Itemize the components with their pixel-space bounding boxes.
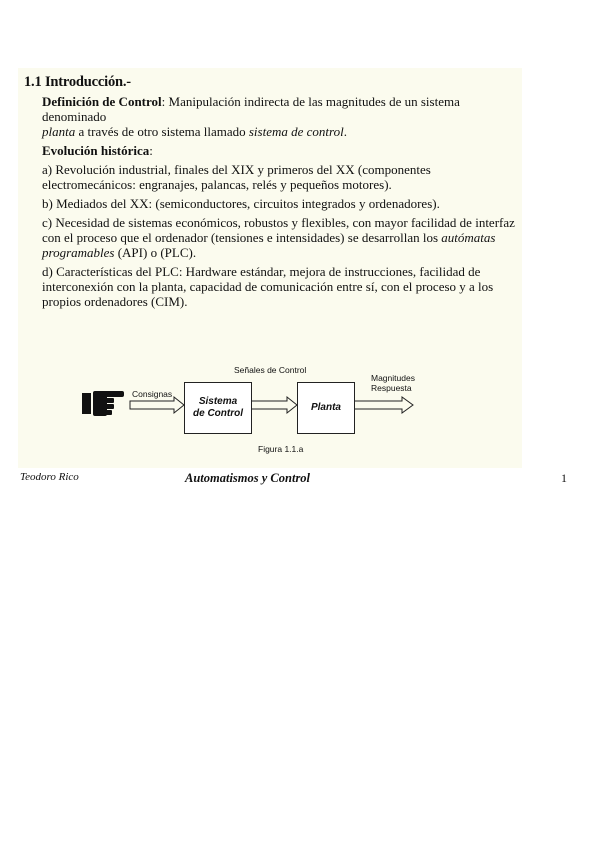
history-item-a: a) Revolución industrial, finales del XIX y primeros del XX (componentes electromecánicos: engranajes, palancas, relés y pequeños motores). bbox=[42, 162, 431, 192]
footer-title: Automatismos y Control bbox=[185, 471, 311, 485]
definition-text-1: : Manipulación indirecta de las magnitudes de un sistema denominado bbox=[42, 94, 460, 124]
plant-box-label: Planta bbox=[310, 402, 341, 413]
input-arrow bbox=[130, 397, 184, 413]
definition-paragraph bbox=[42, 94, 520, 139]
definition-text-3: . bbox=[343, 124, 347, 139]
control-box-line-1: Sistema bbox=[198, 396, 238, 407]
history-heading-line bbox=[42, 143, 520, 158]
definition-text-2: a través de otro sistema llamado bbox=[75, 124, 249, 139]
history-heading: Evolución histórica bbox=[42, 143, 150, 158]
page-footer bbox=[0, 471, 600, 487]
input-label: Consignas bbox=[132, 389, 173, 399]
history-item-d: d) Características del PLC: Hardware estándar, mejora de instrucciones, facilidad de interconexión con la planta, capacidad de comunicación entre sí, con el proceso y a los propios ordenadores (CIM). bbox=[42, 264, 494, 309]
term-sistema-control: sistema de control bbox=[248, 124, 344, 139]
term-planta: planta bbox=[42, 124, 76, 139]
term-automatas: autómatas programables bbox=[42, 230, 496, 260]
definition-label: Definición de Control bbox=[42, 94, 162, 109]
output-line-2: Respuesta bbox=[371, 383, 412, 393]
history-heading-suffix: : bbox=[149, 143, 153, 158]
plant-box bbox=[297, 382, 355, 434]
pointing-hand-icon bbox=[82, 391, 124, 416]
control-box-line-2: de Control bbox=[193, 408, 243, 419]
figure-caption: Figura 1.1.a bbox=[258, 444, 304, 454]
history-item-b: b) Mediados del XX: (semiconductores, circuitos integrados y ordenadores). bbox=[42, 196, 440, 211]
page-number: 1 bbox=[561, 471, 567, 485]
output-arrow bbox=[354, 397, 413, 413]
output-line-1: Magnitudes bbox=[371, 373, 415, 383]
history-item-c-end: (API) o (PLC). bbox=[114, 245, 197, 260]
signals-label: Señales de Control bbox=[234, 365, 307, 375]
control-system-box bbox=[184, 382, 252, 434]
history-item-c-text: c) Necesidad de sistemas económicos, robustos y flexibles, con mayor facilidad de interfaz con el proceso que el ordenador (tensiones e intensidades) se desarrollan los bbox=[42, 215, 515, 245]
control-diagram bbox=[78, 360, 423, 460]
document-body bbox=[42, 94, 520, 309]
signals-arrow bbox=[250, 397, 297, 413]
history-item-c bbox=[42, 215, 520, 260]
footer-author: Teodoro Rico bbox=[20, 471, 79, 483]
output-label bbox=[371, 373, 415, 393]
section-title: 1.1 Introducción.- bbox=[24, 74, 131, 90]
